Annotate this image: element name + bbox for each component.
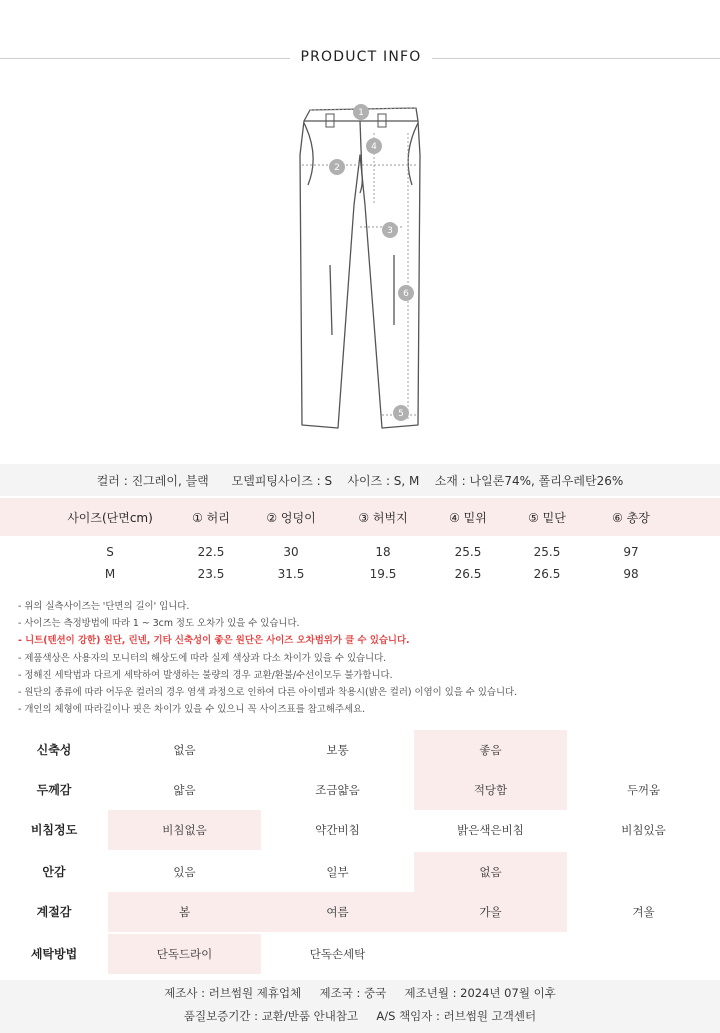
pants-diagram <box>290 95 430 440</box>
note-item: - 사이즈는 측정방법에 따라 1 ~ 3cm 정도 오차가 있을 수 있습니다. <box>18 618 300 630</box>
attr-row-season <box>0 892 720 932</box>
attr-label: 비침정도 <box>30 823 78 837</box>
crease-left <box>330 265 332 335</box>
attr-label: 신축성 <box>36 743 72 757</box>
attr-option: 단독손세탁 <box>309 947 366 961</box>
attr-option <box>567 730 720 770</box>
attr-option-selected: 없음 <box>414 852 567 892</box>
model-size-info: 모델피팅사이즈 : S <box>231 473 333 488</box>
size-cell: 31.5 <box>277 567 305 581</box>
pants-outline <box>300 108 420 428</box>
attr-row-stretch <box>0 730 720 770</box>
size-cell: 22.5 <box>197 545 225 559</box>
size-row-s <box>0 545 720 567</box>
attr-option: 밝은색은비침 <box>457 823 524 837</box>
size-cell: 19.5 <box>369 567 397 581</box>
marker-label-3: 3 <box>387 226 393 236</box>
note-item: - 개인의 체형에 따라길이나 핏은 차이가 있을 수 있으니 꼭 사이즈표를 참고해주세요. <box>18 704 366 716</box>
attr-option-selected: 여름 <box>261 892 414 932</box>
attr-option-selected: 좋음 <box>414 730 567 770</box>
size-cell: 98 <box>623 567 639 581</box>
attr-label: 안감 <box>42 865 66 879</box>
note-item: - 제품색상은 사용자의 모니터의 해상도에 따라 실제 색상과 다소 차이가 있을 수 있습니다. <box>18 652 387 664</box>
attr-label: 두께감 <box>36 783 72 797</box>
attr-option: 얇음 <box>173 783 196 797</box>
color-info: 컬러 : 진그레이, 블랙 <box>96 473 209 488</box>
manufacturer-footer <box>0 980 720 1033</box>
marker-label-2: 2 <box>334 163 340 173</box>
attr-option: 일부 <box>326 865 349 879</box>
attr-option: 약간비침 <box>315 823 360 837</box>
attr-row-lining <box>0 852 720 892</box>
attr-option: 겨울 <box>632 905 655 919</box>
attr-option-selected: 적당함 <box>414 770 567 810</box>
pocket-left <box>304 123 313 185</box>
attr-option: 비침있음 <box>621 823 666 837</box>
attr-option-selected: 단독드라이 <box>108 934 261 974</box>
attr-option <box>567 934 720 974</box>
marker-label-6: 6 <box>403 289 409 299</box>
sizes-info: 사이즈 : S, M <box>347 473 420 488</box>
marker-label-4: 4 <box>371 142 377 152</box>
size-cell: 23.5 <box>197 567 225 581</box>
warranty-line: 품질보증기간 : 교환/반품 안내참고 A/S 책임자 : 러브썸원 고객센터 <box>183 1009 537 1023</box>
material-info: 소재 : 나일론74%, 폴리우레탄26% <box>434 473 624 488</box>
header-waist: ① 허리 <box>192 511 230 525</box>
note-item: - 정해진 세탁법과 다르게 세탁하여 발생하는 불량의 경우 교환/환불/수선이모두 불가합니다. <box>18 669 393 681</box>
size-row-m <box>0 567 720 589</box>
attr-option-selected: 봄 <box>108 892 261 932</box>
size-cell: 26.5 <box>533 567 561 581</box>
header-thigh: ③ 허벅지 <box>358 511 408 525</box>
attr-option <box>414 934 567 974</box>
pocket-right <box>408 123 418 185</box>
product-info-bar <box>0 464 720 496</box>
header-length: ⑥ 총장 <box>612 511 650 525</box>
attr-row-washing <box>0 934 720 974</box>
size-cell: 26.5 <box>454 567 482 581</box>
size-notes <box>18 598 708 718</box>
attr-option: 보통 <box>326 743 349 757</box>
attr-row-thickness <box>0 770 720 810</box>
attr-option: 두꺼움 <box>626 783 661 797</box>
header-hem: ⑤ 밑단 <box>528 511 566 525</box>
header-hip: ② 엉덩이 <box>266 511 316 525</box>
size-cell: 18 <box>375 545 391 559</box>
size-cell: 25.5 <box>454 545 482 559</box>
note-item: - 원단의 종류에 따라 어두운 컬러의 경우 염색 과정으로 인하여 다른 아이템과 착용시(밝은 컬러) 이염이 있을 수 있습니다. <box>18 687 518 699</box>
size-table-header <box>0 498 720 536</box>
size-cell: 25.5 <box>533 545 561 559</box>
attr-row-sheerness <box>0 810 720 850</box>
size-cell: M <box>104 567 116 581</box>
attr-option <box>567 852 720 892</box>
attr-option: 없음 <box>173 743 196 757</box>
attr-option: 있음 <box>173 865 196 879</box>
note-item-warning: - 니트(텐션이 강한) 원단, 린넨, 기타 신축성이 좋은 원단은 사이즈 오차범위가 클 수 있습니다. <box>18 635 410 647</box>
attr-option-selected: 비침없음 <box>108 810 261 850</box>
attr-label: 계절감 <box>36 905 72 919</box>
attr-option: 조금얇음 <box>315 783 360 797</box>
header-size: 사이즈(단면cm) <box>67 511 153 525</box>
size-cell: S <box>106 545 114 559</box>
section-title: PRODUCT INFO <box>300 49 422 65</box>
note-item: - 위의 실측사이즈는 '단면의 길이' 입니다. <box>18 601 190 612</box>
marker-label-5: 5 <box>398 409 404 419</box>
marker-label-1: 1 <box>358 108 364 118</box>
attr-label: 세탁방법 <box>30 947 78 961</box>
size-cell: 97 <box>623 545 639 559</box>
header-divider-left <box>0 58 290 59</box>
attr-option-selected: 가을 <box>414 892 567 932</box>
manufacturer-line: 제조사 : 러브썸원 제휴업체 제조국 : 중국 제조년월 : 2024년 07월 이후 <box>164 986 556 1000</box>
size-cell: 30 <box>283 545 299 559</box>
header-divider-right <box>432 58 720 59</box>
header-rise: ④ 밑위 <box>449 511 487 525</box>
